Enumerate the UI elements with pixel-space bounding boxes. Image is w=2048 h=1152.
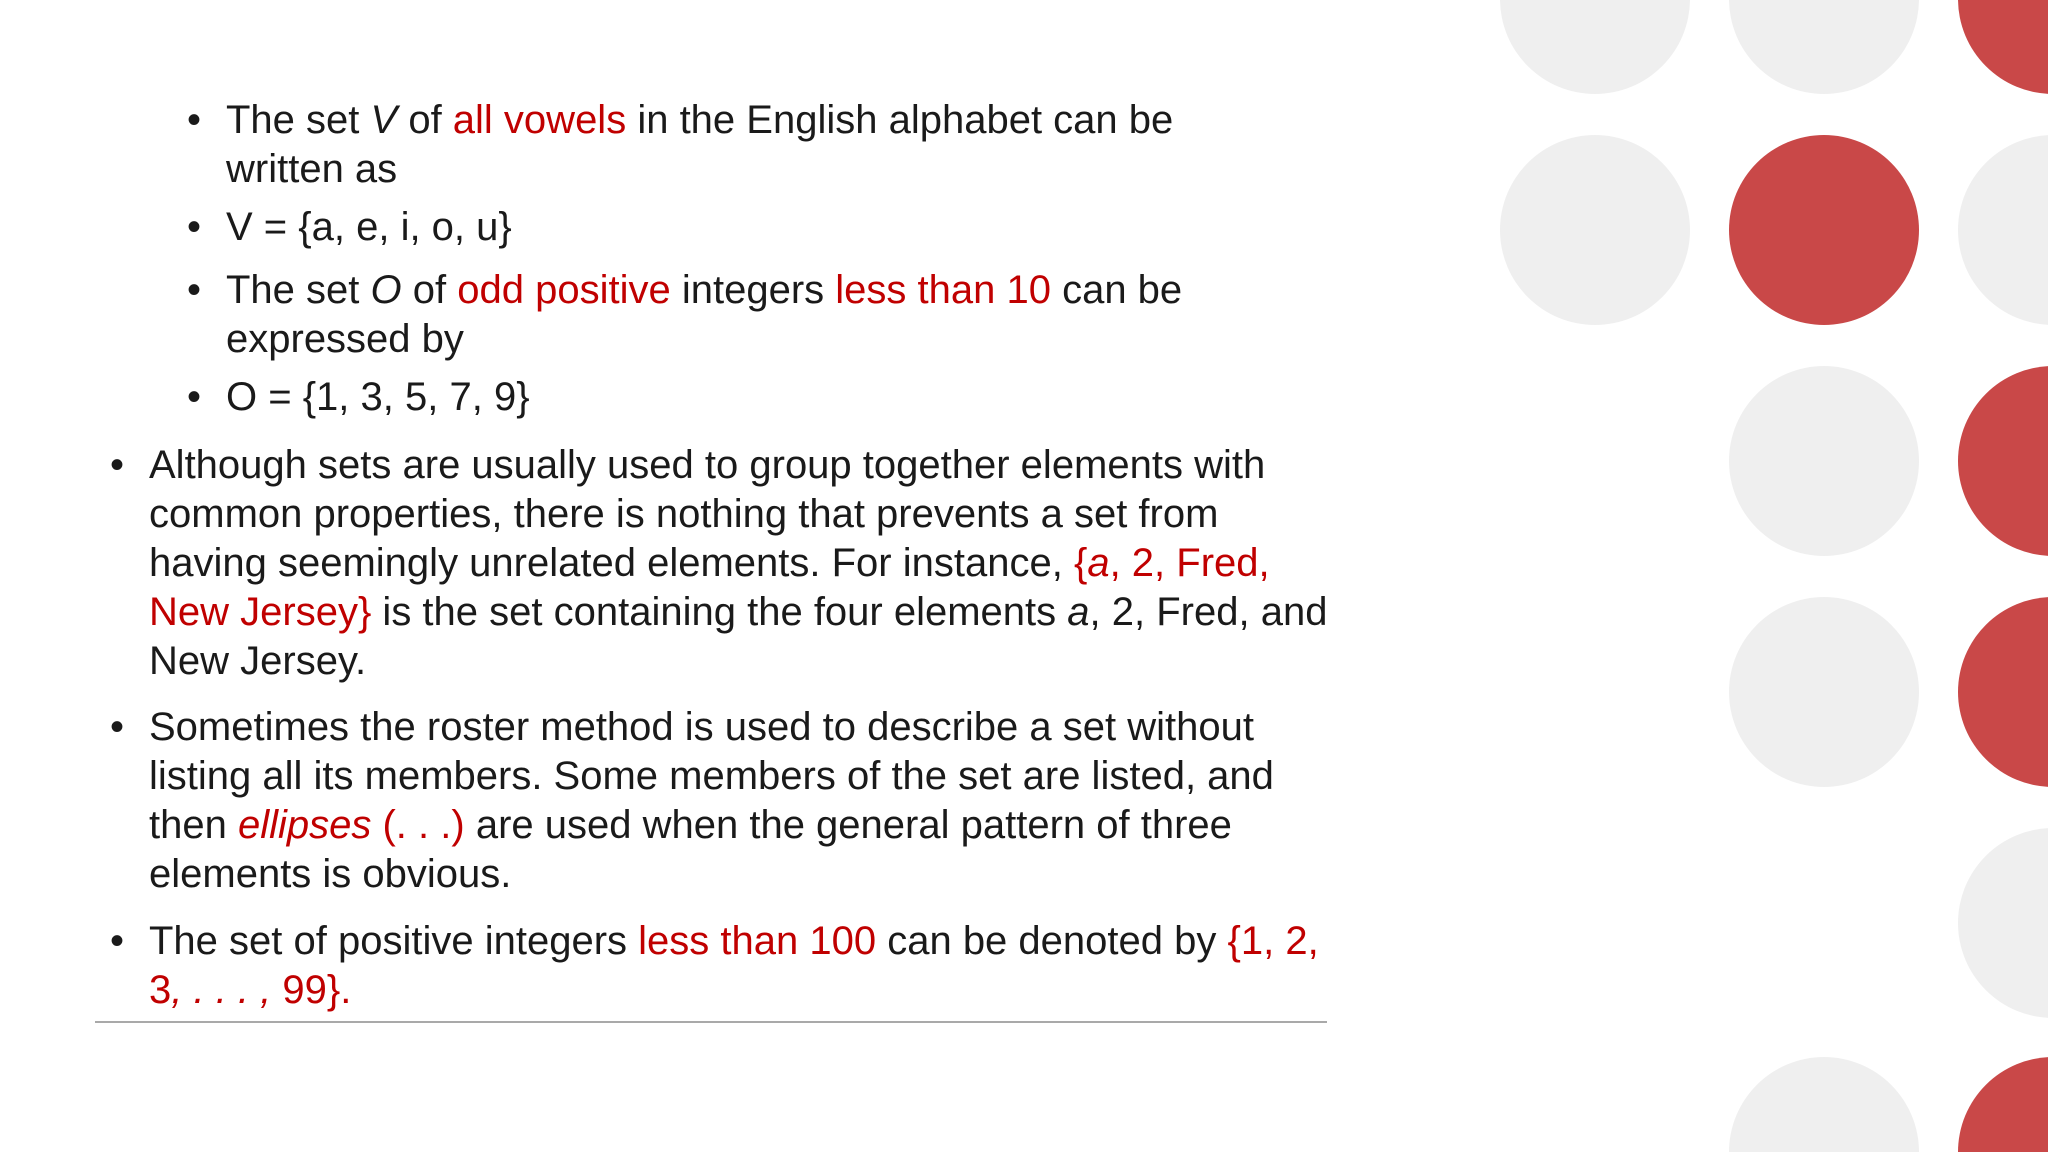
bullet-dot: •: [109, 705, 124, 749]
bullet-text: Although sets are usually used to group together elements with common properties, there is nothing that prevents a set from having seemingly unrelated elements. For instance, {a, 2, Fred, New Jersey} is the set containing the four elements a, 2, Fred, and New Jersey.: [149, 443, 1328, 683]
decor-circle: [1729, 0, 1919, 94]
decor-circle: [1729, 135, 1919, 325]
decor-circle: [1958, 1057, 2048, 1152]
bullet-text: The set O of odd positive integers less than 10 can be expressed by: [226, 268, 1183, 361]
decor-circle: [1500, 0, 1690, 94]
decor-circle: [1729, 366, 1919, 556]
bullet-text: V = {a, e, i, o, u}: [226, 205, 512, 249]
bullet-dot: •: [186, 375, 201, 419]
decor-circle: [1500, 135, 1690, 325]
bullet-dot: •: [186, 268, 201, 312]
decor-circle: [1958, 597, 2048, 787]
bullet-dot: •: [109, 443, 124, 487]
bullet-dot: •: [109, 919, 124, 963]
decor-circle: [1729, 597, 1919, 787]
bullet-text: O = {1, 3, 5, 7, 9}: [226, 375, 530, 419]
bullet-dot: •: [186, 205, 201, 249]
bullet-text: The set V of all vowels in the English alphabet can be written as: [226, 98, 1174, 191]
bottom-divider: [95, 1021, 1327, 1023]
decor-circle: [1958, 828, 2048, 1018]
bullet-dot: •: [186, 98, 201, 142]
bullet-text: The set of positive integers less than 100 can be denoted by {1, 2, 3, . . . , 99}.: [149, 919, 1319, 1012]
bullet-text: Sometimes the roster method is used to describe a set without listing all its members. Some members of the set are listed, and then ellipses (. . .) are used when the general pattern of three elements is obvious.: [149, 705, 1274, 896]
decor-circle: [1958, 366, 2048, 556]
decor-circle: [1729, 1057, 1919, 1152]
decor-circle: [1958, 135, 2048, 325]
decor-circle: [1958, 0, 2048, 94]
